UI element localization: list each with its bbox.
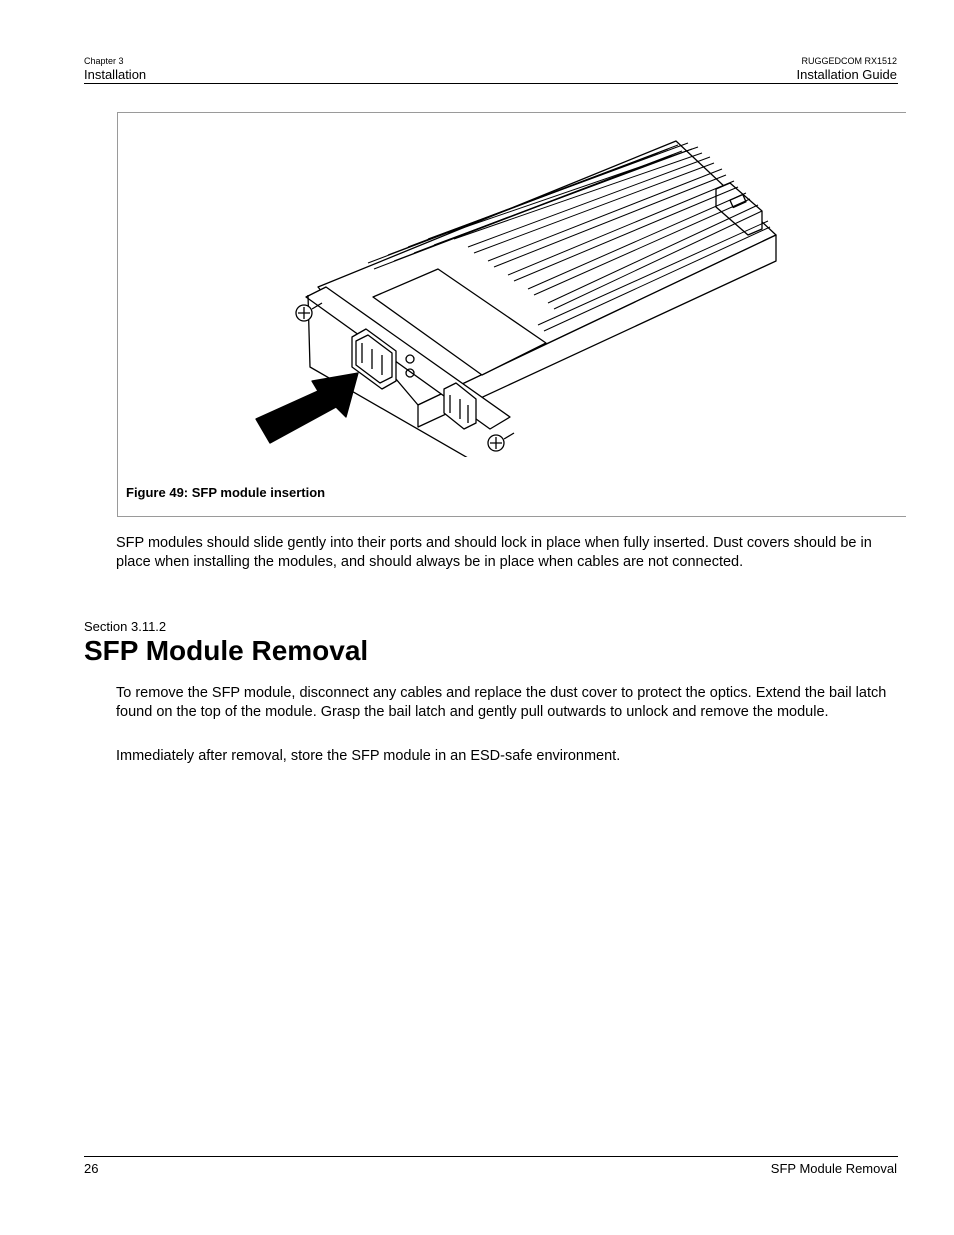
thumbscrew-top (296, 303, 322, 321)
paragraph-esd-storage: Immediately after removal, store the SFP module in an ESD-safe environment. (116, 748, 621, 764)
chapter-number: Chapter 3 (84, 56, 124, 66)
insertion-arrow (256, 373, 358, 443)
footer-rule (84, 1156, 898, 1157)
running-header-left (84, 56, 146, 83)
page-number: 26 (84, 1161, 99, 1176)
running-header-right (797, 56, 897, 83)
guide-title: Installation Guide (796, 67, 897, 82)
product-name: RUGGEDCOM RX1512 (801, 56, 897, 66)
thumbscrew-bottom (488, 433, 514, 451)
sfp-module-illustration (248, 137, 788, 457)
header-rule (84, 83, 898, 84)
paragraph-removal-steps: To remove the SFP module, disconnect any cables and replace the dust cover to protect the optics. Extend the bail latch found on the top of the module. Grasp the bail latch and gently pull outwards to unlock and remove the module. (116, 685, 887, 720)
figure-caption: Figure 49: SFP module insertion (126, 485, 326, 500)
section-title: SFP Module Removal (84, 635, 369, 666)
paragraph-sfp-insertion: SFP modules should slide gently into their ports and should lock in place when fully inserted. Dust covers should be in place when installing the modules, and should always be in place when cables are not connected. (116, 535, 872, 570)
footer-section-title: SFP Module Removal (770, 1161, 897, 1176)
section-number: Section 3.11.2 (84, 619, 167, 634)
figure-frame (117, 112, 906, 517)
chapter-title: Installation (84, 67, 147, 82)
